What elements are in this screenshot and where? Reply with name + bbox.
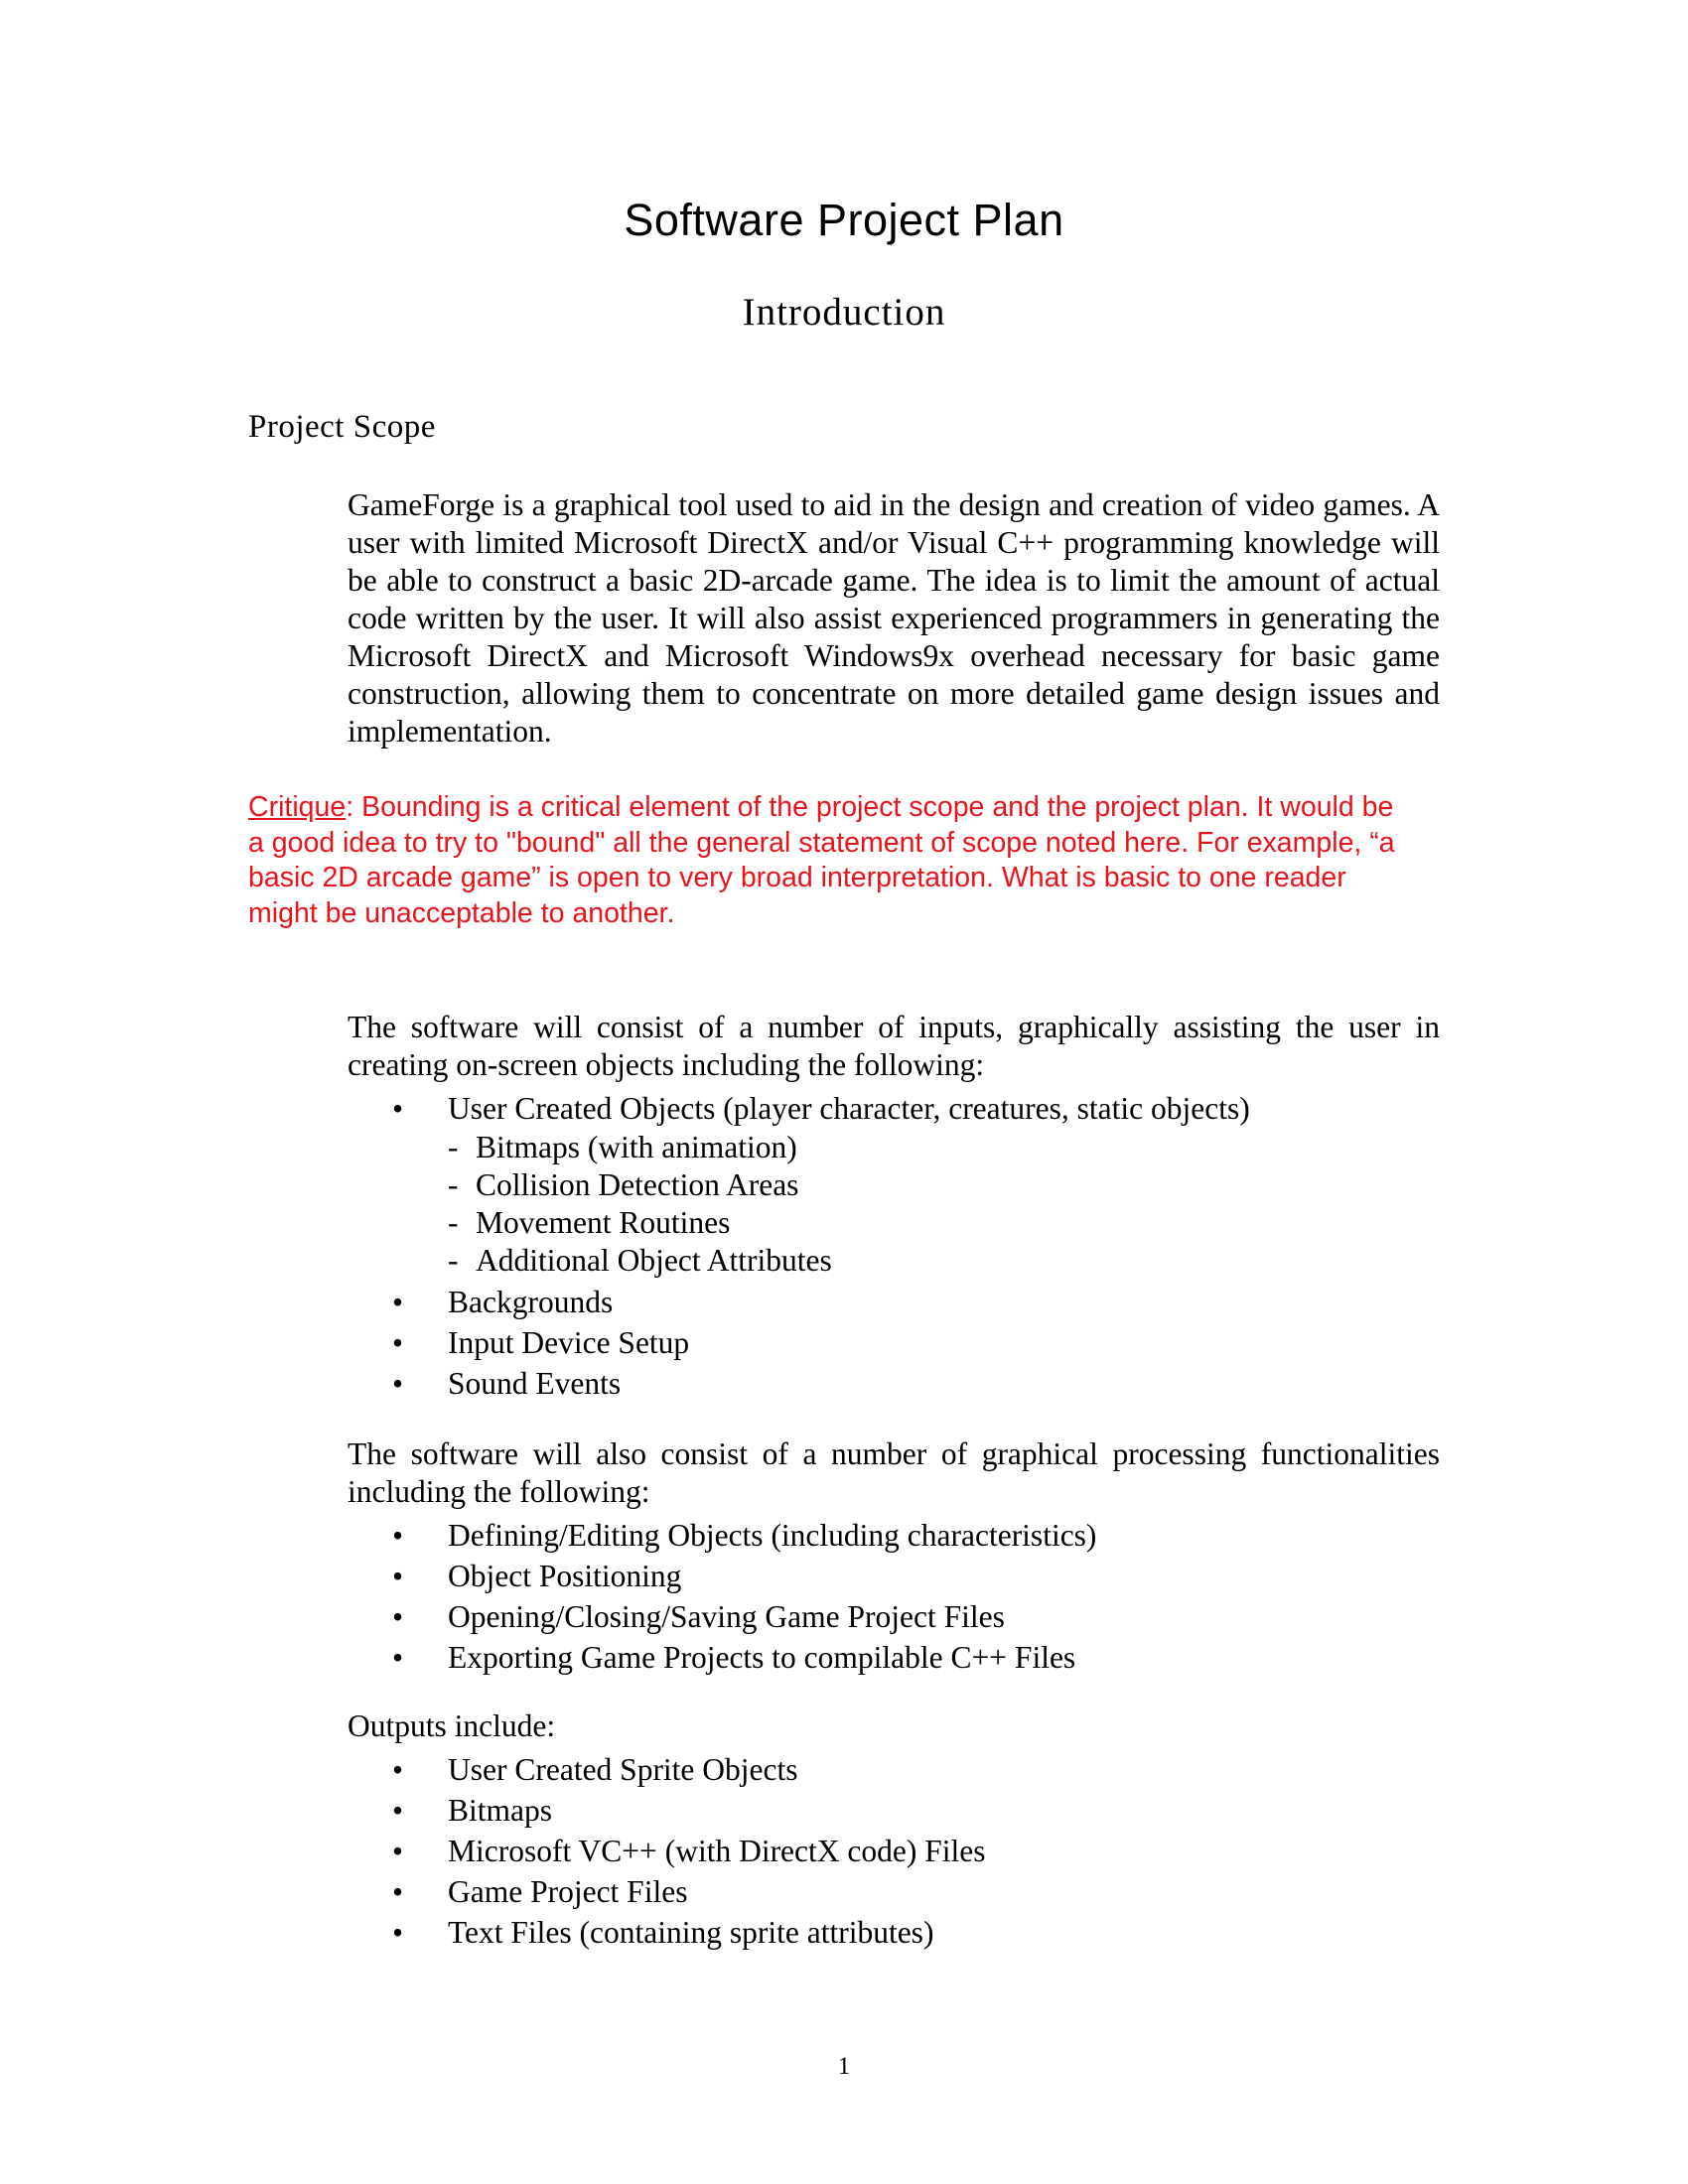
bullet-icon: • <box>392 1834 404 1868</box>
list-item <box>348 1749 985 1790</box>
list-item-label: User Created Sprite Objects <box>448 1752 798 1787</box>
sublist-item-label: Bitmaps (with animation) <box>476 1130 797 1164</box>
inputs-list <box>348 1088 1250 1129</box>
list-item <box>348 1322 689 1363</box>
bullet-icon: • <box>392 1640 404 1675</box>
bullet-icon: • <box>392 1752 404 1787</box>
processing-intro-paragraph: The software will also consist of a number of graphical processing functionalities including the following: <box>348 1436 1440 1509</box>
list-item-label: Microsoft VC++ (with DirectX code) Files <box>448 1834 986 1868</box>
list-item-label: Exporting Game Projects to compilable C++ Files <box>448 1640 1076 1675</box>
sublist-item <box>348 1242 832 1280</box>
critique-note <box>248 790 1410 931</box>
bullet-icon: • <box>392 1325 404 1360</box>
bullet-icon: • <box>392 1559 404 1593</box>
list-item <box>348 1790 985 1831</box>
processing-list <box>348 1515 1096 1678</box>
list-item-label: Object Positioning <box>448 1559 682 1593</box>
list-item <box>348 1871 985 1912</box>
list-item-label: Opening/Closing/Saving Game Project Files <box>448 1599 1005 1634</box>
dash-icon: - <box>448 1243 459 1278</box>
dash-icon: - <box>448 1205 459 1240</box>
page-number: 1 <box>837 2053 851 2080</box>
list-item <box>348 1363 689 1404</box>
inputs-sublist <box>348 1129 832 1280</box>
bullet-icon: • <box>392 1285 404 1319</box>
list-item-label: User Created Objects (player character, creatures, static objects) <box>448 1091 1250 1126</box>
document-subtitle: Introduction <box>742 291 946 334</box>
bullet-icon: • <box>392 1874 404 1909</box>
list-item-label: Bitmaps <box>448 1793 553 1828</box>
list-item <box>348 1912 985 1953</box>
sublist-item <box>348 1129 832 1166</box>
bullet-icon: • <box>392 1518 404 1553</box>
list-item-label: Defining/Editing Objects (including characteristics) <box>448 1518 1097 1553</box>
sublist-item-label: Additional Object Attributes <box>476 1243 832 1278</box>
list-item-label: Game Project Files <box>448 1874 688 1909</box>
list-item-label: Sound Events <box>448 1366 622 1401</box>
bullet-icon: • <box>392 1915 404 1950</box>
bullet-icon: • <box>392 1599 404 1634</box>
list-item-label: Text Files (containing sprite attributes) <box>448 1915 934 1950</box>
list-item <box>348 1515 1096 1556</box>
inputs-intro-paragraph: The software will consist of a number of inputs, graphically assisting the user in creating on-screen objects including the following: <box>348 1010 1440 1082</box>
bullet-icon: • <box>392 1366 404 1401</box>
sublist-item <box>348 1204 832 1242</box>
list-item-label: Backgrounds <box>448 1285 614 1319</box>
section-heading: Project Scope <box>248 409 436 445</box>
inputs-list-continued <box>348 1282 689 1404</box>
critique-text: Bounding is a critical element of the project scope and the project plan. It would be a good idea to try to "bound" all the general statement of scope noted here. For example, “a basic 2D arcade game” is open to very broad interpretation. What is basic to one reader might be unacceptable to another. <box>248 791 1395 929</box>
list-item <box>348 1596 1096 1637</box>
list-item <box>348 1831 985 1871</box>
list-item <box>348 1282 689 1322</box>
outputs-intro-paragraph: Outputs include: <box>348 1708 556 1743</box>
document-title: Software Project Plan <box>624 195 1064 245</box>
sublist-item <box>348 1166 832 1204</box>
critique-separator: : <box>346 791 362 823</box>
bullet-icon: • <box>392 1091 404 1126</box>
bullet-icon: • <box>392 1793 404 1828</box>
sublist-item-label: Collision Detection Areas <box>476 1167 799 1202</box>
list-item <box>348 1637 1096 1678</box>
list-item <box>348 1088 1250 1129</box>
scope-paragraph: GameForge is a graphical tool used to aid in the design and creation of video games. A user with limited Microsoft DirectX and/or Visual C++ programming knowledge will be able to construct a basic 2D-arcade game. The idea is to limit the amount of actual code written by the user. It will also assist experienced programmers in generating the Microsoft DirectX and Microsoft Windows9x overhead necessary for basic game construction, allowing them to concentrate on more detailed game design issues and implementation. <box>348 487 1440 749</box>
dash-icon: - <box>448 1130 459 1164</box>
outputs-list <box>348 1749 985 1953</box>
sublist-item-label: Movement Routines <box>476 1205 731 1240</box>
dash-icon: - <box>448 1167 459 1202</box>
critique-label: Critique <box>248 791 347 823</box>
list-item-label: Input Device Setup <box>448 1325 690 1360</box>
list-item <box>348 1556 1096 1596</box>
